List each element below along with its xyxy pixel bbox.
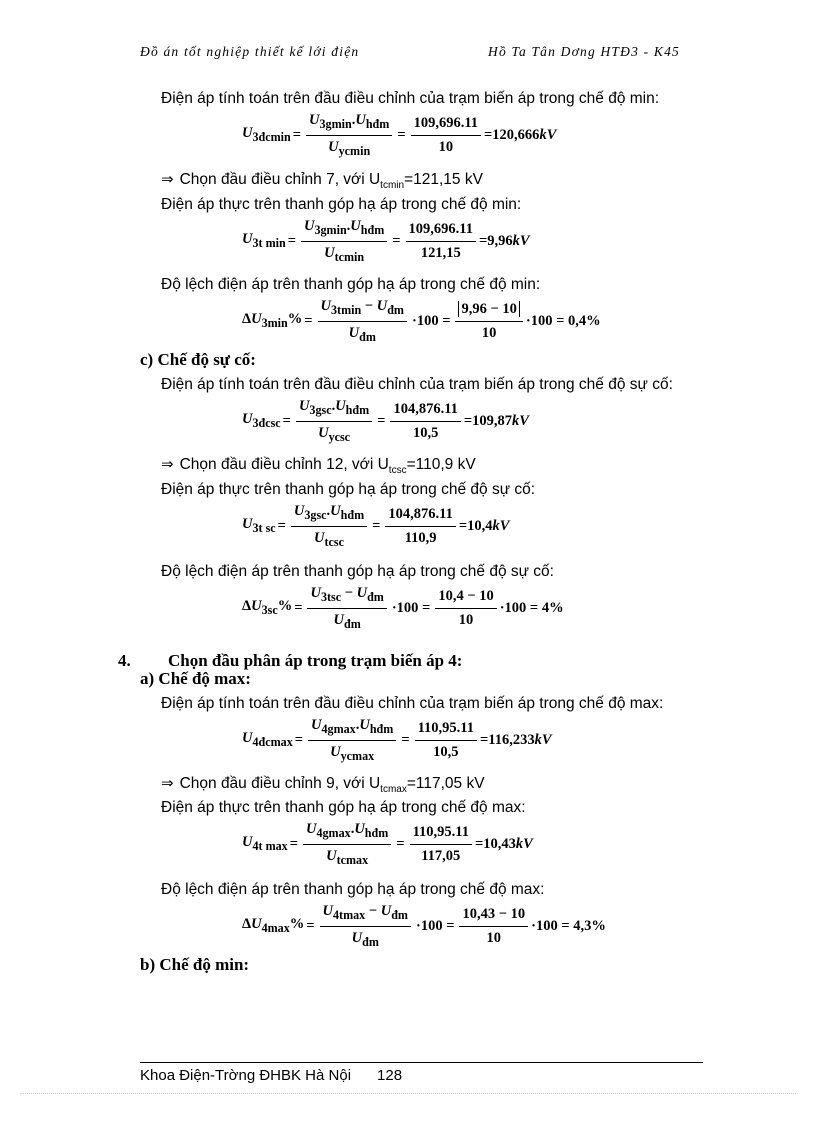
footer: [140, 1067, 402, 1084]
equation-busbar-voltage-max: $U_{4t max}$ = $\frac{U_{4gmax}.U_{hđm}}{U_{tcmax}}$ = $\frac{110,95.11}{117,05}$ =10,43 kV: [242, 821, 533, 867]
implies-arrow-icon: ⇒: [161, 170, 174, 188]
tap-choice-line: ⇒ Chọn đầu điều chỉnh 7, với $U_{tcmin}=121,15$ kV: [161, 170, 483, 192]
text-line: Điện áp tính toán trên đầu điều chỉnh của trạm biến áp trong chế độ min:: [161, 90, 660, 107]
equation-tap-voltage-max: $U_{4đcmax}$ = $\frac{U_{4gmax}.U_{hđm}}{U_{ycmax}}$ = $\frac{110,95.11}{10,5}$ =116,233 kV: [242, 717, 552, 763]
tap-choice-line: ⇒ Chọn đầu điều chỉnh 12, với $U_{tcsc}=110,9$ kV: [161, 455, 476, 477]
equation-deviation-min: $\Delta U_{3min}\%$ = $\frac{U_{3tmin} - U_{đm}}{U_{đm}}$ ·100 = $\frac{9,96 - 10}{10}$ ·100 = 0,4%: [242, 298, 601, 344]
text-line: Độ lệch điện áp trên thanh góp hạ áp trong chế độ sự cố:: [161, 563, 554, 580]
section-number: 4.: [118, 651, 131, 670]
equation-busbar-voltage-min: $U_{3t min}$ = $\frac{U_{3gmin}.U_{hđm}}{U_{tcmin}}$ = $\frac{109,696.11}{121,15}$ =9,96 kV: [242, 218, 530, 264]
header-left: Đồ án tốt nghiệp thiết kế lới điện: [140, 44, 360, 59]
equation-tap-voltage-sc: $U_{3đcsc}$ = $\frac{U_{3gsc}.U_{hđm}}{U_{ycsc}}$ = $\frac{104,876.11}{10,5}$ =109,87 kV: [242, 398, 529, 444]
heading-c: c) Chế độ sự cố:: [140, 350, 256, 369]
heading-a: a) Chế độ max:: [140, 669, 251, 688]
page-edge-divider: [20, 1093, 796, 1094]
text-line: Điện áp tính toán trên đầu điều chỉnh của trạm biến áp trong chế độ max:: [161, 695, 664, 712]
tap-choice-line: ⇒ Chọn đầu điều chỉnh 9, với $U_{tcmax}=117,05$ kV: [161, 774, 485, 796]
heading-b: b) Chế độ min:: [140, 955, 250, 974]
text-line: Độ lệch điện áp trên thanh góp hạ áp trong chế độ min:: [161, 276, 541, 293]
text-line: Điện áp thực trên thanh góp hạ áp trong chế độ min:: [161, 196, 522, 213]
equation-deviation-max: $\Delta U_{4max}\%$ = $\frac{U_{4tmax} - U_{đm}}{U_{đm}}$ ·100 = $\frac{10,43 - 10}{10}$ ·100 = 4,3%: [242, 903, 606, 949]
implies-arrow-icon: ⇒: [161, 455, 174, 473]
page-number: 128: [377, 1067, 403, 1084]
text-line: Điện áp thực trên thanh góp hạ áp trong chế độ sự cố:: [161, 481, 536, 498]
section-title: Chọn đầu phân áp trong trạm biến áp 4:: [168, 651, 463, 670]
footer-rule: [140, 1062, 703, 1063]
text-line: Điện áp thực trên thanh góp hạ áp trong chế độ max:: [161, 799, 526, 816]
text-line: Độ lệch điện áp trên thanh góp hạ áp trong chế độ max:: [161, 881, 545, 898]
equation-busbar-voltage-sc: $U_{3t sc}$ = $\frac{U_{3gsc}.U_{hđm}}{U_{tcsc}}$ = $\frac{104,876.11}{110,9}$ =10,4 kV: [242, 503, 510, 549]
header-right: Hồ Ta Tân Dơng HTĐ3 - K45: [488, 44, 680, 59]
equation-tap-voltage-min: $U_{3đcmin}$ = $\frac{U_{3gmin}.U_{hđm}}{U_{ycmin}}$ = $\frac{109,696.11}{10}$ =120,666 kV: [242, 112, 557, 158]
implies-arrow-icon: ⇒: [161, 774, 174, 792]
text-line: Điện áp tính toán trên đầu điều chỉnh của trạm biến áp trong chế độ sự cố:: [161, 376, 673, 393]
footer-left: Khoa Điện-Trờng ĐHBK Hà Nội: [140, 1067, 352, 1084]
equation-deviation-sc: $\Delta U_{3sc}\%$ = $\frac{U_{3tsc} - U_{đm}}{U_{đm}}$ ·100 = $\frac{10,4 - 10}{10}$ ·100 = 4%: [242, 585, 564, 631]
